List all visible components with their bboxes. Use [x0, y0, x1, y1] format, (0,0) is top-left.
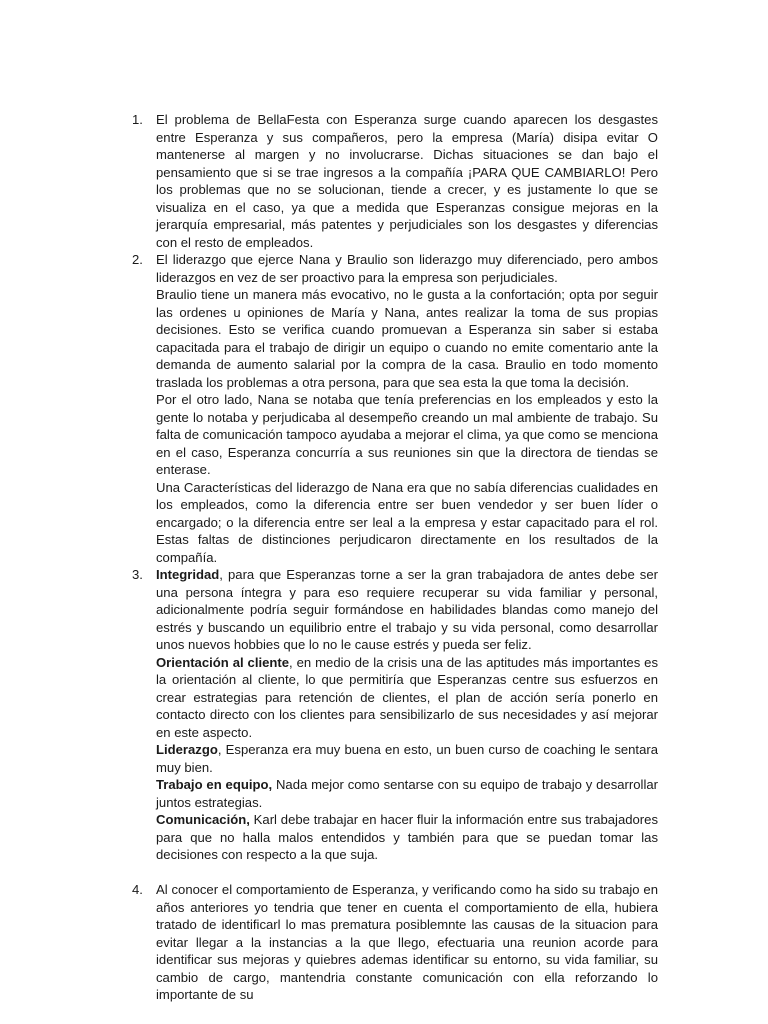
paragraph-text: , en medio de la crisis una de las aptitudes más importantes es la orientación al cliente, lo que permitiría que Esperanzas centre sus esfuerzos en crear estrategias para retención de clientes, el plan de acción sería ponerlo en contacto directo con los clientes para sensibilizarlo de sus necesidades y así mejorar en este aspecto.	[156, 654, 659, 740]
paragraph-text: Nada mejor como sentarse con su equipo de trabajo y desarrollar juntos estrategias.	[156, 777, 658, 810]
paragraph	[156, 776, 658, 811]
bold-term: Integridad	[156, 567, 220, 582]
paragraph: Al conocer el comportamiento de Esperanza, y verificando como ha sido su trabajo en años anteriores yo tendria que tener en cuenta el comportamiento de ella, hubiera tratado de identificarl lo mas prematura posiblemnte las causas de la situacion para evitar llegar a la instancias a la que llego, efectuaria una reunion acorde para identificar sus mejoras y quiebres ademas identificar su entorno, su vida familiar, su cambio de cargo, mantendria constante comunicación con ella reforzando lo importante de su	[156, 882, 658, 1002]
paragraph: El liderazgo que ejerce Nana y Braulio son liderazgo muy diferenciado, pero ambos liderazgos en vez de ser proactivo para la empresa son perjudiciales.	[156, 252, 658, 285]
list-number: 3.	[132, 567, 143, 582]
paragraph: Por el otro lado, Nana se notaba que tenía preferencias en los empleados y esto la gente lo notaba y perjudicaba al desempeño creando un mal ambiente de trabajo. Su falta de comunicación tampoco ayudaba a mejorar el clima, ya que como se menciona en el caso, Esperanza concurría a sus reuniones sin que la directora de tiendas se enterase.	[156, 392, 658, 477]
list-item-1	[132, 111, 658, 251]
paragraph: El problema de BellaFesta con Esperanza surge cuando aparecen los desgastes entre Esperanza y sus compañeros, pero la empresa (María) disipa evitar O mantenerse al margen y no involucrarse. Dichas situaciones se dan bajo el pensamiento que si se trae ingresos a la compañía ¡PARA QUE CAMBIARLO! Pero los problemas que no se solucionan, tiende a crecer, y es justamente lo que se visualiza en el caso, ya que a medida que Esperanzas consigue mejoras en la jerarquía empresarial, más patentes y perjudiciales son los desgastes y diferencias con el resto de empleados.	[156, 112, 658, 250]
numbered-list	[132, 111, 659, 1004]
bold-term: Liderazgo	[156, 742, 218, 757]
paragraph-text: , para que Esperanzas torne a ser la gran trabajadora de antes debe ser una persona íntegra y para eso requiere recuperar su vida familiar y personal, adicionalmente podría seguir formándose en habilidades blandas como manejo del estrés y buscando un equilibrio entre el trabajo y su vida personal, como desarrollar unos nuevos hobbies que lo no le cause estrés y pueda ser feliz.	[156, 567, 658, 652]
paragraph	[156, 741, 658, 776]
paragraph	[156, 566, 658, 654]
paragraph-text: , Esperanza era muy buena en esto, un buen curso de coaching le sentara muy bien.	[156, 742, 658, 775]
list-number: 1.	[132, 112, 143, 127]
bold-term: Comunicación,	[156, 812, 250, 827]
list-item-4	[132, 881, 658, 1004]
list-number: 4.	[132, 882, 143, 897]
list-item-3	[132, 566, 659, 881]
list-item-2	[132, 251, 658, 566]
bold-term: Orientación al cliente	[156, 654, 290, 670]
paragraph	[156, 811, 658, 864]
list-number: 2.	[132, 252, 143, 267]
blank-line	[156, 864, 658, 882]
bold-term: Trabajo en equipo,	[156, 777, 273, 792]
paragraph: Una Características del liderazgo de Nana era que no sabía diferencias cualidades en los empleados, como la diferencia entre ser buen vendedor y ser buen líder o encargado; o la diferencia entre ser leal a la empresa y estar capacitado para el rol. Estas faltas de distinciones perjudicaron directamente en los resultados de la compañía.	[156, 479, 658, 565]
paragraph	[156, 654, 658, 742]
paragraph: Braulio tiene un manera más evocativo, no le gusta a la confortación; opta por seguir las ordenes u opiniones de María y Nana, antes realizar la toma de sus propias decisiones. Esto se verifica cuando promuevan a Esperanza sin saber si estaba capacitada para el trabajo de dirigir un equipo o cuando no emite comentario ante la demanda de aumento salarial por la compra de la casa. Braulio en todo momento traslada los problemas a otra persona, para que sea esta la que toma la decisión.	[156, 287, 658, 390]
paragraph-text: Karl debe trabajar en hacer fluir la información entre sus trabajadores para que no halla malos entendidos y también para que se puedan tomar las decisiones con respecto a la que suja.	[156, 812, 658, 862]
